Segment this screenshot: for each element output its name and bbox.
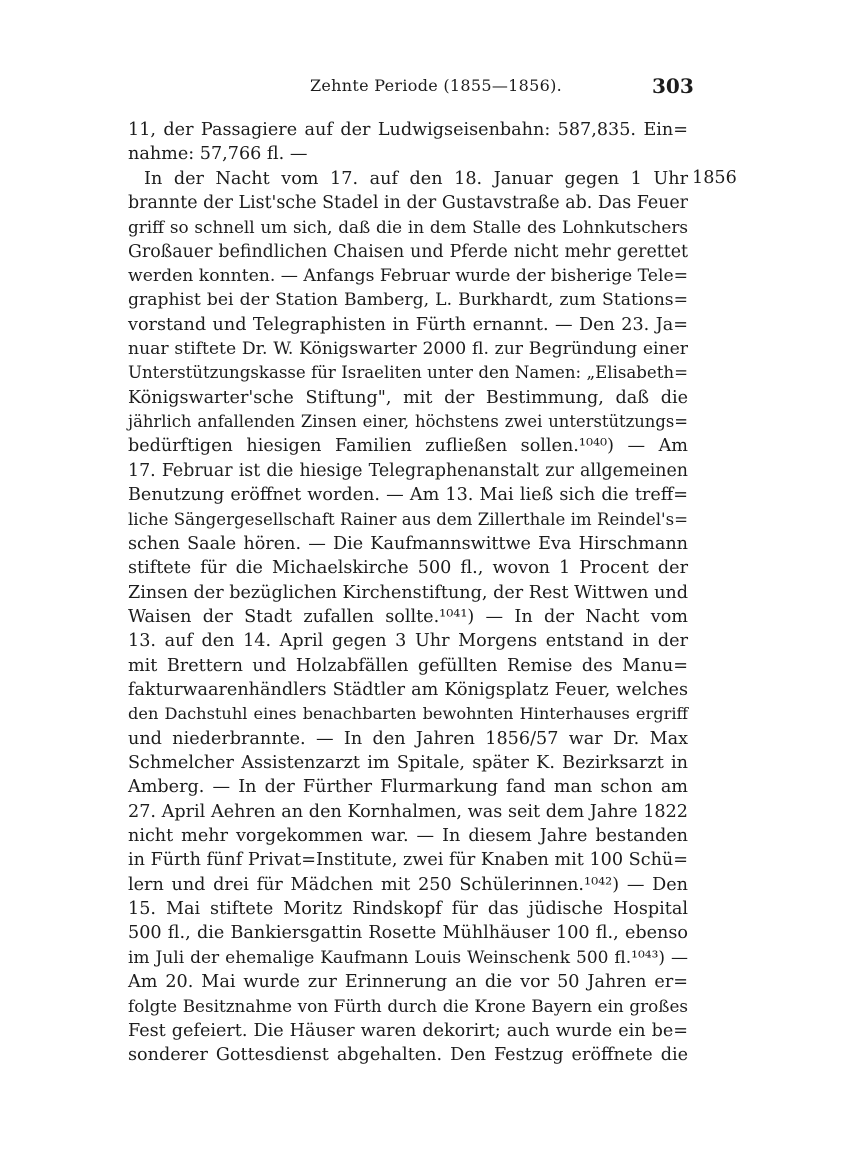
text-line: In der Nacht vom 17. auf den 18. Januar gegen 1 Uhr [144,168,688,189]
running-title: Zehnte Periode (1855—1856). [310,76,562,95]
text-line: mit Brettern und Holzabfällen gefüllten Remise des Manu= [128,655,688,676]
text-line: Waisen der Stadt zufallen sollte.¹⁰⁴¹) — In der Nacht vom [128,606,688,627]
text-line: Benutzung eröffnet worden. — Am 13. Mai ließ sich die treff= [128,485,688,506]
text-line: lern und drei für Mädchen mit 250 Schülerinnen.¹⁰⁴²) — Den [128,874,688,895]
text-line: Am 20. Mai wurde zur Erinnerung an die vor 50 Jahren er= [128,972,688,993]
text-line: Großauer befindlichen Chaisen und Pferde nicht mehr gerettet [128,241,688,262]
text-line: brannte der List'sche Stadel in der Gustavstraße ab. Das Feuer [128,193,688,214]
text-line: graphist bei der Station Bamberg, L. Burkhardt, zum Stations= [128,290,688,311]
text-line: schen Saale hören. — Die Kaufmannswittwe Eva Hirschmann [128,533,688,554]
text-line: jährlich anfallenden Zinsen einer, höchstens zwei unterstützungs= [128,412,688,432]
page-number: 303 [652,74,694,98]
text-line: 11, der Passagiere auf der Ludwigseisenbahn: 587,835. Ein= [128,120,688,140]
text-line: den Dachstuhl eines benachbarten bewohnten Hinterhauses ergriff [128,704,688,724]
text-line: in Fürth fünf Privat=Institute, zwei für Knaben mit 100 Schü= [128,850,688,871]
text-line: griff so schnell um sich, daß die in dem Stalle des Lohnkutschers [128,217,688,238]
body-text [128,118,688,1067]
text-line: Königswarter'sche Stiftung", mit der Bestimmung, daß die [128,387,688,408]
text-line: folgte Besitznahme von Fürth durch die Krone Bayern ein großes [128,996,688,1017]
text-line: Fest gefeiert. Die Häuser waren dekorirt; auch wurde ein be= [128,1020,688,1041]
text-line: und niederbrannte. — In den Jahren 1856/57 war Dr. Max [128,728,688,749]
text-line: werden konnten. — Anfangs Februar wurde der bisherige Tele= [128,266,689,287]
text-line: fakturwaarenhändlers Städtler am Königsplatz Feuer, welches [128,679,688,700]
text-line: 15. Mai stiftete Moritz Rindskopf für das jüdische Hospital [128,899,688,919]
text-line: im Juli der ehemalige Kaufmann Louis Weinschenk 500 fl.¹⁰⁴³) — [128,947,688,968]
text-line: 17. Februar ist die hiesige Telegraphenanstalt zur allgemeinen [128,460,688,481]
text-line: bedürftigen hiesigen Familien zufließen sollen.¹⁰⁴⁰) — Am [128,436,688,457]
text-line: nahme: 57,766 fl. — [128,144,308,165]
text-line: Zinsen der bezüglichen Kirchenstiftung, der Rest Wittwen und [128,582,688,603]
text-line: 500 fl., die Bankiersgattin Rosette Mühlhäuser 100 fl., ebenso [128,923,688,944]
text-line: Unterstützungskasse für Israeliten unter den Namen: „Elisabeth= [128,363,688,383]
text-line: sonderer Gottesdienst abgehalten. Den Festzug eröffnete die [128,1045,688,1066]
text-line: nicht mehr vorgekommen war. — In diesem Jahre bestanden [128,825,688,846]
text-line: vorstand und Telegraphisten in Fürth ernannt. — Den 23. Ja= [128,314,688,335]
text-line: stiftete für die Michaelskirche 500 fl., wovon 1 Procent der [128,558,688,579]
margin-year-note: 1856 [692,168,737,188]
text-line: 13. auf den 14. April gegen 3 Uhr Morgens entstand in der [128,631,688,652]
text-line: liche Sängergesellschaft Rainer aus dem Zillerthale im Reindel's= [128,509,688,529]
text-line: Amberg. — In der Fürther Flurmarkung fand man schon am [128,777,688,798]
text-line: Schmelcher Assistenzarzt im Spitale, später K. Bezirksarzt in [128,752,688,773]
text-line: 27. April Aehren an den Kornhalmen, was seit dem Jahre 1822 [128,801,688,822]
text-line: nuar stiftete Dr. W. Königswarter 2000 fl. zur Begründung einer [128,339,688,360]
